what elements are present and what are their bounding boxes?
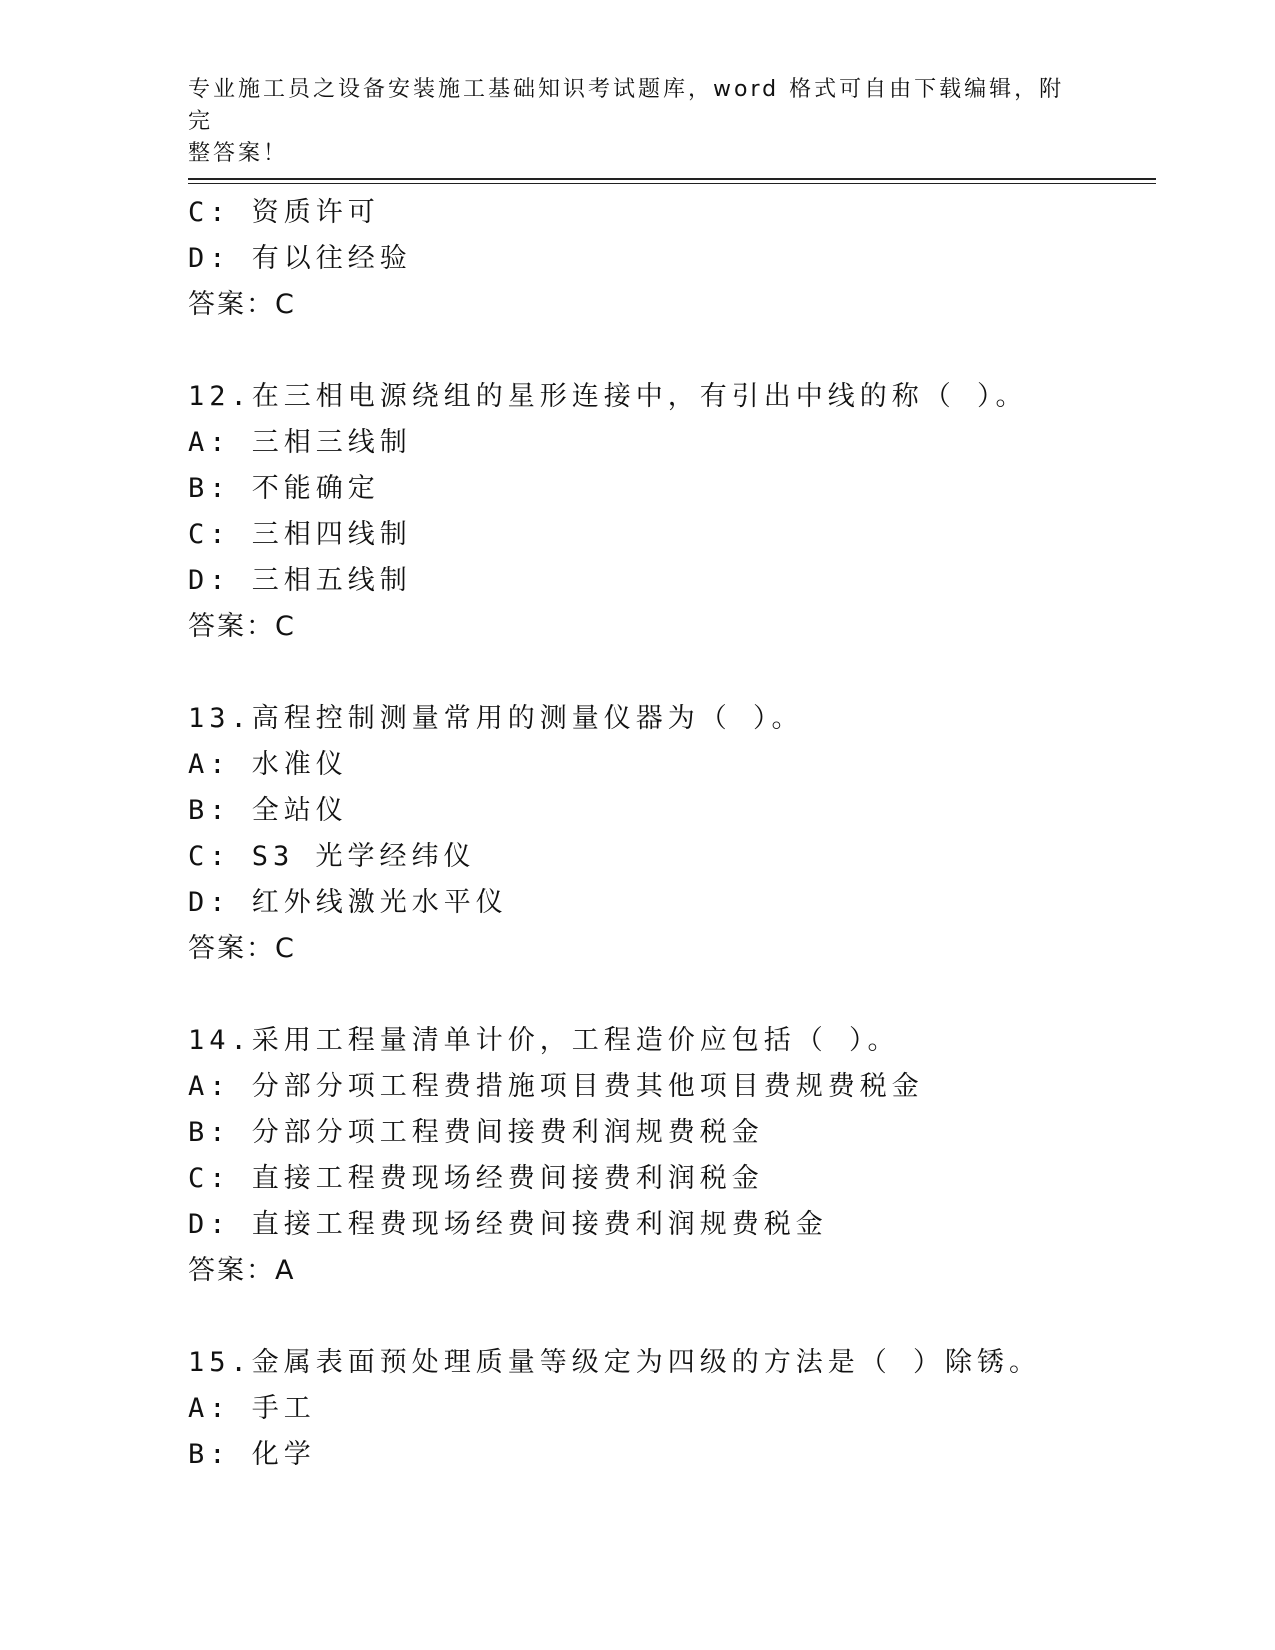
q13-option-a: A: 水准仪 bbox=[188, 749, 348, 780]
q14-option-b: B: 分部分项工程费间接费利润规费税金 bbox=[188, 1117, 764, 1148]
q15-option-b: B: 化学 bbox=[188, 1439, 316, 1470]
option-c: C: 资质许可 bbox=[188, 197, 380, 228]
q14-option-a: A: 分部分项工程费措施项目费其他项目费规费税金 bbox=[188, 1071, 924, 1102]
question-list bbox=[188, 190, 1156, 1478]
q13-answer: 答案：C bbox=[188, 933, 296, 964]
q12-answer: 答案：C bbox=[188, 611, 296, 642]
q12-option-b: B: 不能确定 bbox=[188, 473, 380, 504]
header-rule-thick bbox=[188, 178, 1156, 180]
q12-option-d: D: 三相五线制 bbox=[188, 565, 412, 596]
q14-option-d: D: 直接工程费现场经费间接费利润规费税金 bbox=[188, 1209, 828, 1240]
question-14: 14.采用工程量清单计价，工程造价应包括（ ）。 bbox=[188, 1025, 900, 1056]
question-13: 13.高程控制测量常用的测量仪器为（ ）。 bbox=[188, 703, 804, 734]
header-line-1: 专业施工员之设备安装施工基础知识考试题库，word 格式可自由下载编辑，附完 bbox=[188, 77, 1065, 134]
q13-option-d: D: 红外线激光水平仪 bbox=[188, 887, 508, 918]
q13-option-c: C: S3 光学经纬仪 bbox=[188, 841, 476, 872]
q13-option-b: B: 全站仪 bbox=[188, 795, 348, 826]
q14-answer: 答案：A bbox=[188, 1255, 296, 1286]
answer: 答案：C bbox=[188, 289, 296, 320]
option-d: D: 有以往经验 bbox=[188, 243, 412, 274]
q15-option-a: A: 手工 bbox=[188, 1393, 316, 1424]
header-rule-thin bbox=[188, 183, 1156, 184]
question-12: 12.在三相电源绕组的星形连接中，有引出中线的称（ ）。 bbox=[188, 381, 1028, 412]
q14-option-c: C: 直接工程费现场经费间接费利润税金 bbox=[188, 1163, 764, 1194]
q12-option-a: A: 三相三线制 bbox=[188, 427, 412, 458]
header-line-2: 整答案！ bbox=[188, 141, 289, 166]
q12-option-c: C: 三相四线制 bbox=[188, 519, 412, 550]
question-15: 15.金属表面预处理质量等级定为四级的方法是（ ）除锈。 bbox=[188, 1347, 1042, 1378]
document-header bbox=[188, 74, 1088, 170]
